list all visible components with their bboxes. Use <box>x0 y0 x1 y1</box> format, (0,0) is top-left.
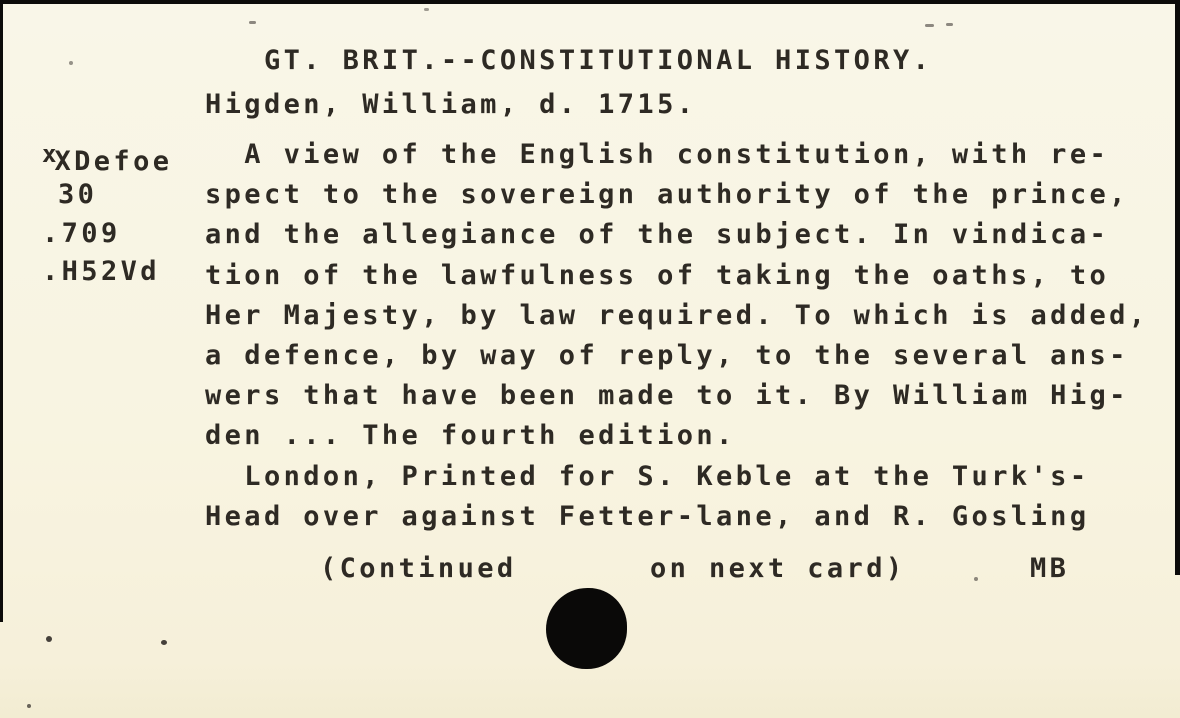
call-number-class: XDefoe <box>54 146 173 177</box>
scan-edge-top <box>0 0 1180 4</box>
paper-speck <box>946 23 953 26</box>
subject-heading: GT. BRIT.--CONSTITUTIONAL HISTORY. <box>264 45 933 76</box>
body-text <box>205 135 1148 537</box>
call-number-line-2: 30 <box>58 179 98 210</box>
scan-edge-right <box>1175 0 1180 575</box>
continued-note-right: on next card) <box>650 553 906 584</box>
paper-speck <box>69 61 73 65</box>
paper-speck <box>46 636 52 642</box>
body-line: wers that have been made to it. By William Hig- <box>205 380 1129 412</box>
body-line: a defence, by way of reply, to the several ans- <box>205 340 1129 372</box>
call-number-line-4: .H52Vd <box>42 256 160 287</box>
paper-speck <box>974 577 978 581</box>
scan-edge-left <box>0 0 3 622</box>
paper-speck <box>925 24 934 27</box>
author-line: Higden, William, d. 1715. <box>205 89 697 120</box>
body-line: den ... The fourth edition. <box>205 420 736 452</box>
paper-speck <box>249 21 256 24</box>
call-number-line-3: .709 <box>42 218 121 249</box>
body-line: and the allegiance of the subject. In vindica- <box>205 219 1110 251</box>
call-number-reference-mark: x <box>42 140 57 168</box>
body-line: spect to the sovereign authority of the prince, <box>205 179 1129 211</box>
paper-speck <box>424 8 429 11</box>
paper-speck <box>27 704 31 708</box>
body-line: Head over against Fetter-lane, and R. Gosling <box>205 500 1090 532</box>
body-line: A view of the English constitution, with re- <box>205 139 1110 170</box>
body-line: tion of the lawfulness of taking the oaths, to <box>205 259 1110 291</box>
continued-note-left: (Continued <box>320 553 517 584</box>
cataloger-initials: MB <box>1030 553 1070 584</box>
body-line: London, Printed for S. Keble at the Turk's- <box>205 460 1090 492</box>
paper-speck <box>161 640 167 645</box>
body-line: Her Majesty, by law required. To which is added, <box>205 299 1149 331</box>
hole-punch <box>546 588 627 669</box>
